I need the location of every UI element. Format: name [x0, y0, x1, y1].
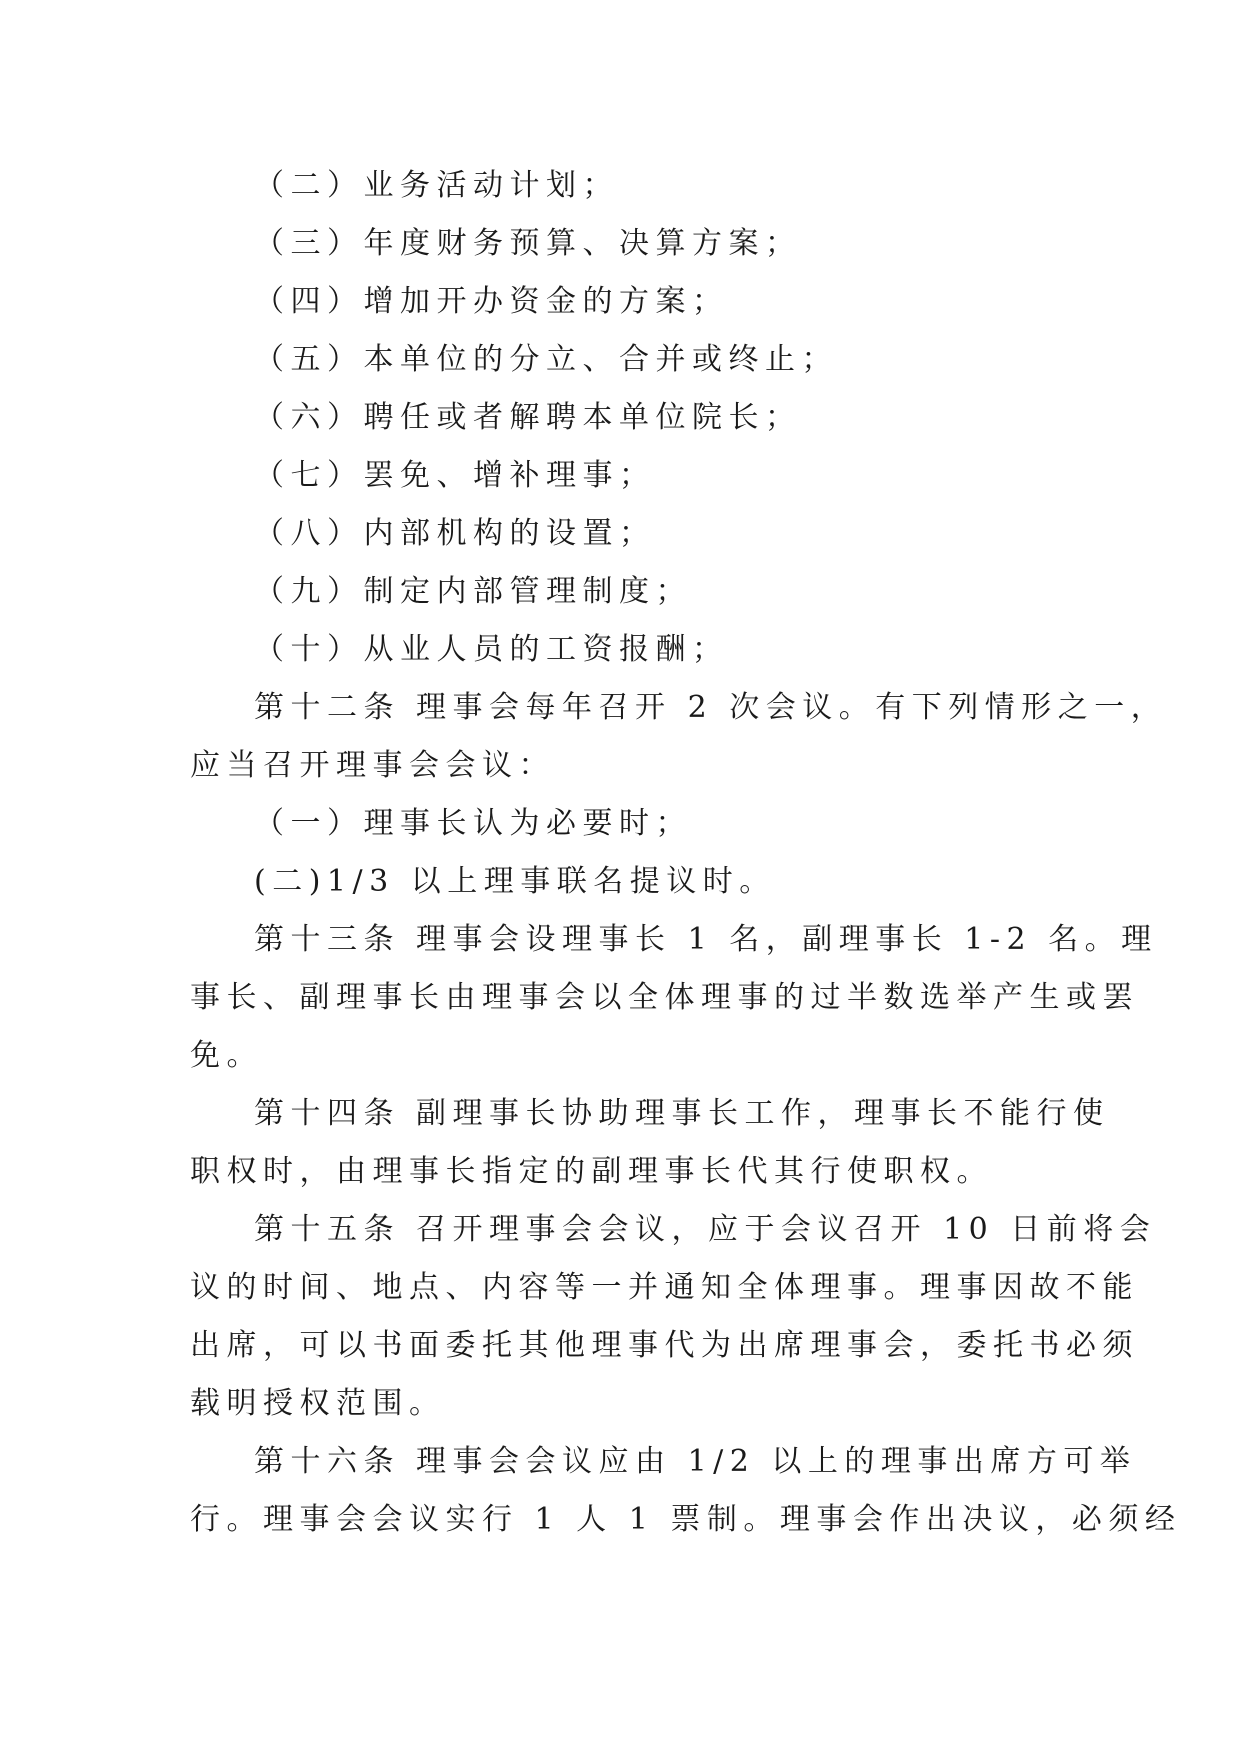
text-line: （二）业务活动计划； [254, 168, 619, 203]
article-14-line-2: 职权时，由理事长指定的副理事长代其行使职权。 [190, 1154, 993, 1189]
text-line: （七）罢免、增补理事； [254, 458, 656, 493]
text-line: （六）聘任或者解聘本单位院长； [254, 400, 802, 435]
article-15-line-1: 第十五条 召开理事会会议，应于会议召开 10 日前将会 [254, 1212, 1157, 1247]
text-line: （九）制定内部管理制度； [254, 574, 692, 609]
article-16-line-2: 行。理事会会议实行 1 人 1 票制。理事会作出决议，必须经 [190, 1502, 1182, 1537]
text-line: （一）理事长认为必要时； [254, 806, 692, 841]
document-page [190, 157, 1182, 1549]
article-16-line-1: 第十六条 理事会会议应由 1/2 以上的理事出席方可举 [254, 1444, 1137, 1479]
article-12-line-2: 应当召开理事会会议： [190, 748, 555, 783]
article-13-line-3: 免。 [190, 1038, 263, 1073]
article-15-line-2: 议的时间、地点、内容等一并通知全体理事。理事因故不能 [190, 1270, 1139, 1305]
text-line: （三）年度财务预算、决算方案； [254, 226, 802, 261]
text-line: （十）从业人员的工资报酬； [254, 632, 729, 667]
text-line: （四）增加开办资金的方案； [254, 284, 729, 319]
article-15-line-4: 载明授权范围。 [190, 1386, 446, 1421]
text-line: （五）本单位的分立、合并或终止； [254, 342, 838, 377]
text-line: (二)1/3 以上理事联名提议时。 [254, 864, 776, 899]
article-14-line-1: 第十四条 副理事长协助理事长工作，理事长不能行使 [254, 1096, 1110, 1131]
article-12-line-1: 第十二条 理事会每年召开 2 次会议。有下列情形之一， [254, 690, 1168, 725]
article-15-line-3: 出席，可以书面委托其他理事代为出席理事会，委托书必须 [190, 1328, 1139, 1363]
text-line: （八）内部机构的设置； [254, 516, 656, 551]
article-13-line-1: 第十三条 理事会设理事长 1 名，副理事长 1-2 名。理 [254, 922, 1158, 957]
article-13-line-2: 事长、副理事长由理事会以全体理事的过半数选举产生或罢 [190, 980, 1139, 1015]
